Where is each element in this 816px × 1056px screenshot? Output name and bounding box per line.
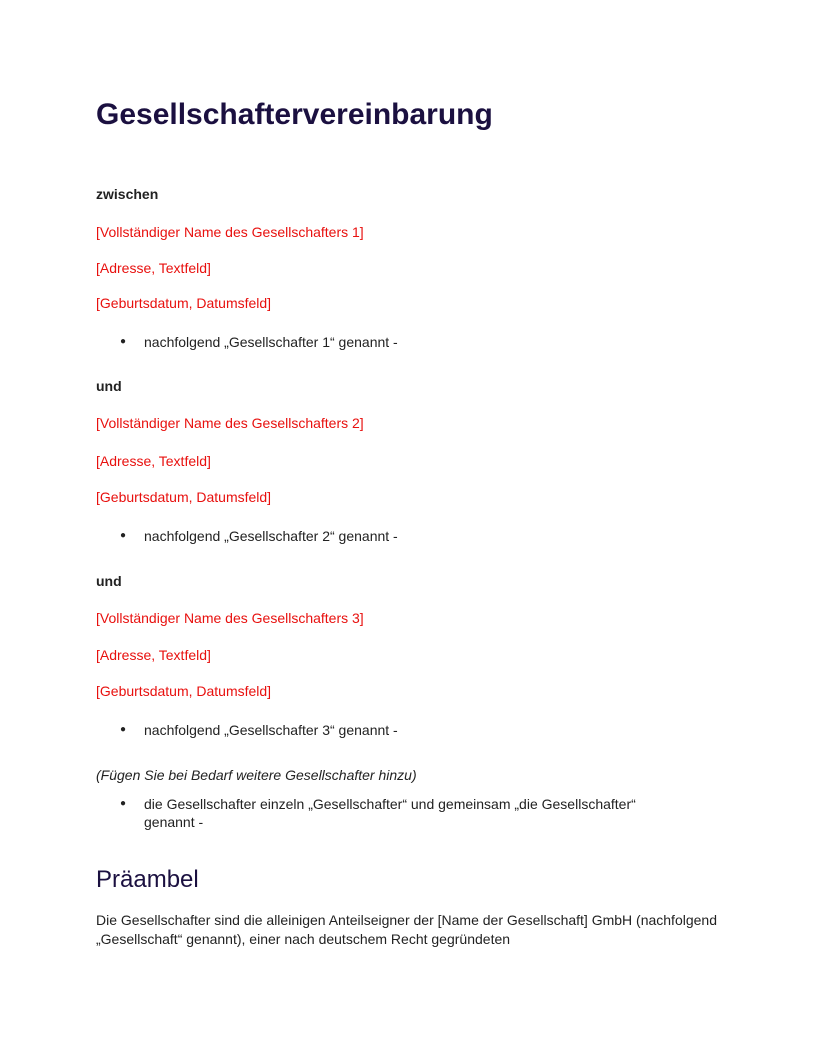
partner-3-designation: nachfolgend „Gesellschafter 3“ genannt - [144,722,398,738]
bullet-dot-icon: ● [120,336,127,347]
partner-2-address-placeholder[interactable]: [Adresse, Textfeld] [96,453,211,469]
bullet-dot-icon: ● [120,530,127,541]
add-more-note: (Fügen Sie bei Bedarf weitere Gesellschafter hinzu) [96,767,417,783]
document-title: Gesellschaftervereinbarung [96,98,493,131]
collective-designation: die Gesellschafter einzeln „Gesellschafter“ und gemeinsam „die Gesellschafter“ genannt - [144,796,636,830]
between-label: zwischen [96,186,159,202]
collective-designation-item [120,795,690,831]
partner-3-name-placeholder[interactable]: [Vollständiger Name des Gesellschafters 3] [96,610,364,626]
partner-1-designation: nachfolgend „Gesellschafter 1“ genannt - [144,334,398,350]
partner-2-name-placeholder[interactable]: [Vollständiger Name des Gesellschafters 2] [96,415,364,431]
partner-2-designation: nachfolgend „Gesellschafter 2“ genannt - [144,528,398,544]
partner-1-birthdate-placeholder[interactable]: [Geburtsdatum, Datumsfeld] [96,295,272,311]
preamble-heading: Präambel [96,866,199,893]
and-label-1: und [96,378,122,394]
partner-3-designation-item [120,721,398,739]
bullet-dot-icon: ● [120,798,127,809]
bullet-dot-icon: ● [120,724,127,735]
partner-2-birthdate-placeholder[interactable]: [Geburtsdatum, Datumsfeld] [96,489,272,505]
partner-1-designation-item [120,333,398,351]
partner-3-birthdate-placeholder[interactable]: [Geburtsdatum, Datumsfeld] [96,683,272,699]
and-label-2: und [96,573,122,589]
partner-2-designation-item [120,527,398,545]
partner-1-name-placeholder[interactable]: [Vollständiger Name des Gesellschafters 1] [96,224,364,240]
preamble-text: Die Gesellschafter sind die alleinigen Anteilseigner der [Name der Gesellschaft] GmbH (nachfolgend „Gesellschaft“ genannt), einer nach deutschem Recht gegründeten [96,912,717,947]
partner-1-address-placeholder[interactable]: [Adresse, Textfeld] [96,260,211,276]
partner-3-address-placeholder[interactable]: [Adresse, Textfeld] [96,647,211,663]
